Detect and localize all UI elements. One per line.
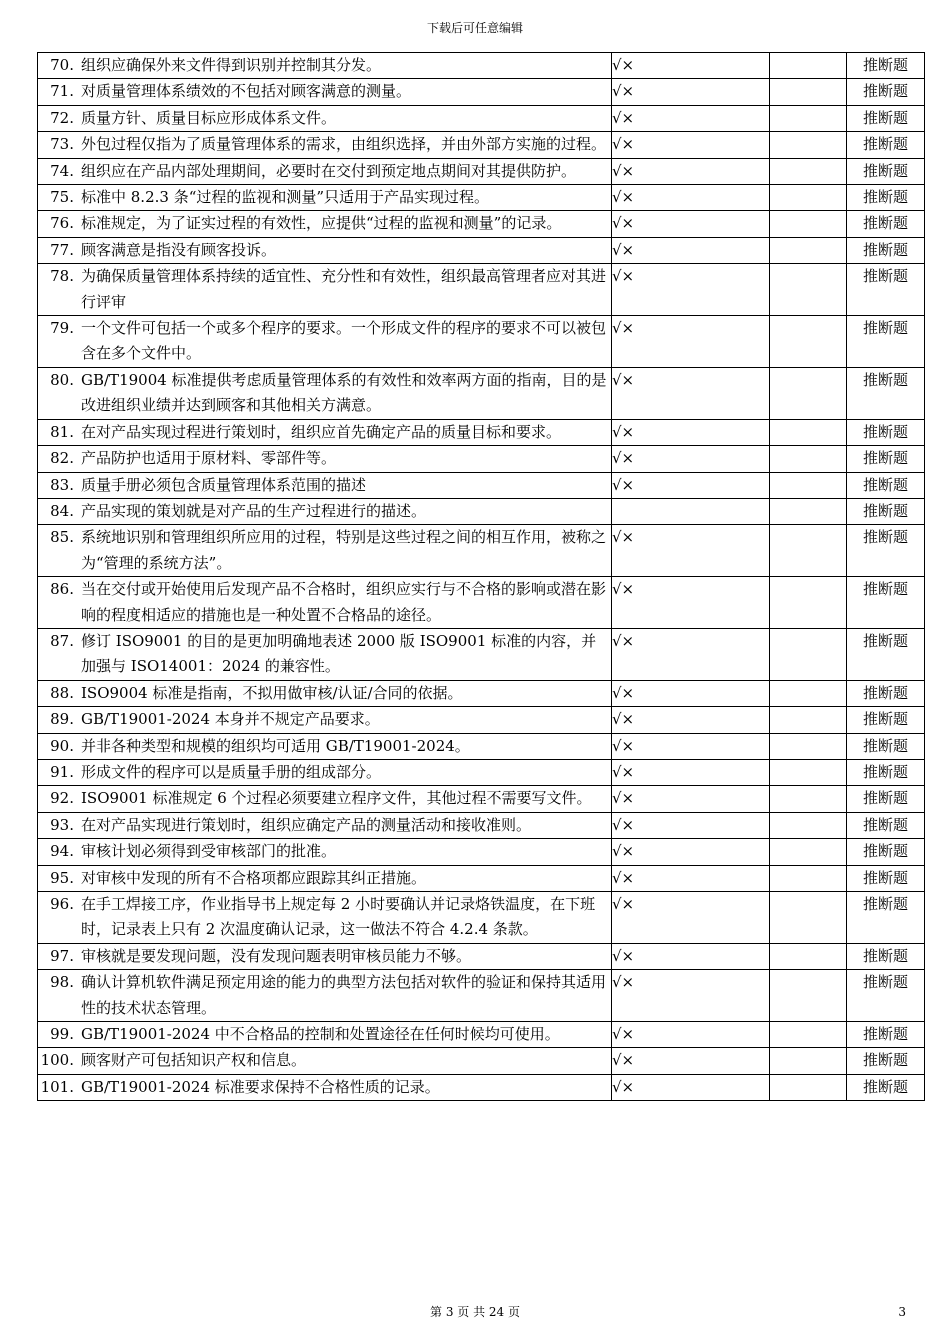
question-text: GB/T19001-2024 标准要求保持不合格性质的记录。	[81, 1077, 440, 1096]
table-row	[38, 79, 925, 105]
question-text: ISO9004 标准是指南，不拟用做审核/认证/合同的依据。	[81, 683, 463, 702]
question-number: 87.	[50, 631, 74, 650]
question-text: ISO9001 标准规定 6 个过程必须要建立程序文件，其他过程不需要写文件。	[81, 789, 592, 808]
question-text: 产品防护也适用于原材料、零部件等。	[81, 449, 337, 468]
table-row	[38, 211, 925, 237]
question-cell	[38, 525, 612, 577]
question-number: 89.	[50, 710, 74, 729]
question-cell	[38, 839, 612, 865]
true-false-options-cell: √×	[612, 680, 770, 706]
table-row	[38, 237, 925, 263]
question-type-cell: 推断题	[847, 132, 925, 158]
question-number: 76.	[50, 214, 74, 233]
question-cell	[38, 79, 612, 105]
question-type-cell: 推断题	[847, 419, 925, 445]
true-false-options-cell: √×	[612, 1074, 770, 1100]
question-number: 99.	[50, 1025, 74, 1044]
true-false-options-cell: √×	[612, 264, 770, 316]
table-row	[38, 132, 925, 158]
question-cell	[38, 498, 612, 524]
question-number: 80.	[50, 370, 74, 389]
table-row	[38, 680, 925, 706]
question-type-cell: 推断题	[847, 733, 925, 759]
true-false-options-cell: √×	[612, 185, 770, 211]
table-row	[38, 498, 925, 524]
answer-cell	[770, 158, 847, 184]
question-type-cell: 推断题	[847, 316, 925, 368]
table-row	[38, 158, 925, 184]
true-false-options-cell: √×	[612, 1022, 770, 1048]
answer-cell	[770, 316, 847, 368]
true-false-options-cell: √×	[612, 211, 770, 237]
question-cell	[38, 1022, 612, 1048]
table-row	[38, 105, 925, 131]
question-type-cell: 推断题	[847, 628, 925, 680]
answer-cell	[770, 812, 847, 838]
question-number: 85.	[50, 528, 74, 547]
question-cell	[38, 105, 612, 131]
answer-cell	[770, 1022, 847, 1048]
question-text: 组织应确保外来文件得到识别并控制其分发。	[81, 56, 382, 74]
table-row	[38, 707, 925, 733]
question-number: 94.	[50, 842, 74, 861]
table-row	[38, 839, 925, 865]
answer-cell	[770, 839, 847, 865]
question-text: 审核就是要发现问题，没有发现问题表明审核员能力不够。	[81, 946, 472, 965]
question-text: 标准规定，为了证实过程的有效性，应提供“过程的监视和测量”的记录。	[81, 214, 562, 233]
question-type-cell: 推断题	[847, 105, 925, 131]
true-false-options-cell: √×	[612, 237, 770, 263]
true-false-options-cell: √×	[612, 158, 770, 184]
answer-cell	[770, 1048, 847, 1074]
table-row	[38, 812, 925, 838]
true-false-options-cell: √×	[612, 786, 770, 812]
question-text: 对审核中发现的所有不合格项都应跟踪其纠正措施。	[81, 868, 427, 887]
true-false-options-cell: √×	[612, 446, 770, 472]
question-text: 为确保质量管理体系持续的适宜性、充分性和有效性，组织最高管理者应对其进行评审	[81, 267, 607, 311]
table-row	[38, 943, 925, 969]
answer-cell	[770, 892, 847, 944]
question-text: GB/T19001-2024 本身并不规定产品要求。	[81, 710, 380, 729]
true-false-options-cell: √×	[612, 577, 770, 629]
answer-cell	[770, 525, 847, 577]
true-false-options-cell: √×	[612, 759, 770, 785]
question-text: 产品实现的策划就是对产品的生产过程进行的描述。	[81, 501, 427, 520]
table-row	[38, 1048, 925, 1074]
question-number: 77.	[50, 240, 74, 259]
table-row	[38, 525, 925, 577]
question-number: 91.	[50, 762, 74, 781]
question-cell	[38, 707, 612, 733]
question-cell	[38, 185, 612, 211]
question-number: 101.	[40, 1077, 74, 1096]
question-text: GB/T19001-2024 中不合格品的控制和处置途径在任何时候均可使用。	[81, 1025, 560, 1044]
question-cell	[38, 680, 612, 706]
true-false-options-cell: √×	[612, 628, 770, 680]
question-cell	[38, 419, 612, 445]
question-cell	[38, 577, 612, 629]
question-cell	[38, 158, 612, 184]
question-text: 修订 ISO9001 的目的是更加明确地表述 2000 版 ISO9001 标准的内容，并加强与 ISO14001：2024 的兼容性。	[81, 631, 597, 676]
true-false-options-cell	[612, 498, 770, 524]
table-row	[38, 316, 925, 368]
question-text: 确认计算机软件满足预定用途的能力的典型方法包括对软件的验证和保持其适用性的技术状态管理。	[81, 973, 607, 1017]
question-type-cell: 推断题	[847, 525, 925, 577]
question-text: 在对产品实现过程进行策划时，组织应首先确定产品的质量目标和要求。	[81, 422, 562, 441]
question-cell	[38, 1074, 612, 1100]
answer-cell	[770, 211, 847, 237]
question-type-cell: 推断题	[847, 865, 925, 891]
answer-cell	[770, 419, 847, 445]
true-false-options-cell: √×	[612, 839, 770, 865]
answer-cell	[770, 970, 847, 1022]
question-text: 标准中 8.2.3 条“过程的监视和测量”只适用于产品实现过程。	[81, 188, 490, 207]
question-cell	[38, 53, 612, 79]
question-type-cell: 推断题	[847, 943, 925, 969]
question-number: 75.	[50, 188, 74, 207]
question-type-cell: 推断题	[847, 472, 925, 498]
page-number: 3	[898, 1305, 906, 1319]
question-cell	[38, 367, 612, 419]
table-row	[38, 472, 925, 498]
question-text: 并非各种类型和规模的组织均可适用 GB/T19001-2024。	[81, 736, 470, 755]
question-cell	[38, 211, 612, 237]
table-row	[38, 264, 925, 316]
answer-cell	[770, 237, 847, 263]
question-cell	[38, 733, 612, 759]
question-table	[37, 52, 925, 1101]
answer-cell	[770, 472, 847, 498]
answer-cell	[770, 105, 847, 131]
question-number: 79.	[50, 319, 74, 338]
true-false-options-cell: √×	[612, 812, 770, 838]
question-type-cell: 推断题	[847, 1074, 925, 1100]
answer-cell	[770, 1074, 847, 1100]
table-row	[38, 733, 925, 759]
true-false-options-cell: √×	[612, 733, 770, 759]
question-number: 71.	[50, 82, 74, 101]
question-type-cell: 推断题	[847, 970, 925, 1022]
question-text: 外包过程仅指为了质量管理体系的需求，由组织选择，并由外部方实施的过程。	[81, 135, 607, 154]
question-type-cell: 推断题	[847, 892, 925, 944]
question-number: 84.	[50, 501, 74, 520]
question-cell	[38, 472, 612, 498]
answer-cell	[770, 707, 847, 733]
table-row	[38, 970, 925, 1022]
question-type-cell: 推断题	[847, 680, 925, 706]
table-row	[38, 892, 925, 944]
question-number: 81.	[50, 422, 74, 441]
question-type-cell: 推断题	[847, 367, 925, 419]
answer-cell	[770, 446, 847, 472]
true-false-options-cell: √×	[612, 892, 770, 944]
table-row	[38, 419, 925, 445]
question-type-cell: 推断题	[847, 79, 925, 105]
table-row	[38, 759, 925, 785]
question-cell	[38, 759, 612, 785]
true-false-options-cell: √×	[612, 316, 770, 368]
question-number: 70.	[50, 56, 74, 74]
question-cell	[38, 970, 612, 1022]
question-type-cell: 推断题	[847, 786, 925, 812]
question-type-cell: 推断题	[847, 759, 925, 785]
question-type-cell: 推断题	[847, 1048, 925, 1074]
table-row	[38, 446, 925, 472]
question-number: 97.	[50, 946, 74, 965]
answer-cell	[770, 367, 847, 419]
question-type-cell: 推断题	[847, 812, 925, 838]
question-type-cell: 推断题	[847, 264, 925, 316]
question-number: 88.	[50, 683, 74, 702]
question-number: 98.	[50, 973, 74, 992]
true-false-options-cell: √×	[612, 943, 770, 969]
true-false-options-cell: √×	[612, 132, 770, 158]
question-cell	[38, 237, 612, 263]
question-text: 在手工焊接工序，作业指导书上规定每 2 小时要确认并记录烙铁温度，在下班时，记录表上只有 2 次温度确认记录，这一做法不符合 4.2.4 条款。	[81, 895, 596, 939]
question-number: 73.	[50, 135, 74, 154]
true-false-options-cell: √×	[612, 367, 770, 419]
question-number: 78.	[50, 267, 74, 286]
table-row	[38, 185, 925, 211]
table-row	[38, 53, 925, 79]
answer-cell	[770, 680, 847, 706]
answer-cell	[770, 577, 847, 629]
question-text: 系统地识别和管理组织所应用的过程，特别是这些过程之间的相互作用，被称之为“管理的系统方法”。	[81, 528, 607, 572]
true-false-options-cell: √×	[612, 53, 770, 79]
table-row	[38, 577, 925, 629]
true-false-options-cell: √×	[612, 525, 770, 577]
table-row	[38, 367, 925, 419]
question-text: 一个文件可包括一个或多个程序的要求。一个形成文件的程序的要求不可以被包含在多个文件中。	[81, 319, 607, 363]
answer-cell	[770, 498, 847, 524]
question-text: 当在交付或开始使用后发现产品不合格时，组织应实行与不合格的影响或潜在影响的程度相适应的措施也是一种处置不合格品的途径。	[81, 580, 607, 624]
answer-cell	[770, 132, 847, 158]
question-type-cell: 推断题	[847, 446, 925, 472]
table-row	[38, 865, 925, 891]
question-number: 100.	[40, 1051, 74, 1070]
true-false-options-cell: √×	[612, 105, 770, 131]
question-type-cell: 推断题	[847, 498, 925, 524]
question-number: 82.	[50, 449, 74, 468]
answer-cell	[770, 865, 847, 891]
true-false-options-cell: √×	[612, 79, 770, 105]
page-footer: 第 3 页 共 24 页	[430, 1305, 520, 1319]
true-false-options-cell: √×	[612, 707, 770, 733]
question-type-cell: 推断题	[847, 707, 925, 733]
answer-cell	[770, 53, 847, 79]
question-number: 92.	[50, 789, 74, 808]
question-type-cell: 推断题	[847, 53, 925, 79]
table-row	[38, 1074, 925, 1100]
question-text: 顾客满意是指没有顾客投诉。	[81, 240, 277, 259]
question-text: 在对产品实现进行策划时，组织应确定产品的测量活动和接收准则。	[81, 815, 532, 834]
true-false-options-cell: √×	[612, 970, 770, 1022]
answer-cell	[770, 943, 847, 969]
question-type-cell: 推断题	[847, 158, 925, 184]
question-text: 形成文件的程序可以是质量手册的组成部分。	[81, 762, 382, 781]
question-cell	[38, 1048, 612, 1074]
question-type-cell: 推断题	[847, 185, 925, 211]
table-row	[38, 786, 925, 812]
question-cell	[38, 892, 612, 944]
question-cell	[38, 865, 612, 891]
question-number: 90.	[50, 736, 74, 755]
answer-cell	[770, 628, 847, 680]
question-type-cell: 推断题	[847, 1022, 925, 1048]
question-text: 对质量管理体系绩效的不包括对顾客满意的测量。	[81, 82, 412, 101]
question-type-cell: 推断题	[847, 577, 925, 629]
answer-cell	[770, 733, 847, 759]
question-text: GB/T19004 标准提供考虑质量管理体系的有效性和效率两方面的指南，目的是改进组织业绩并达到顾客和其他相关方满意。	[81, 370, 607, 415]
question-type-cell: 推断题	[847, 839, 925, 865]
true-false-options-cell: √×	[612, 419, 770, 445]
question-number: 74.	[50, 161, 74, 180]
answer-cell	[770, 264, 847, 316]
question-type-cell: 推断题	[847, 237, 925, 263]
question-text: 质量方针、质量目标应形成体系文件。	[81, 108, 337, 127]
question-text: 质量手册必须包含质量管理体系范围的描述	[81, 475, 367, 494]
question-type-cell: 推断题	[847, 211, 925, 237]
question-cell	[38, 446, 612, 472]
true-false-options-cell: √×	[612, 865, 770, 891]
question-cell	[38, 943, 612, 969]
answer-cell	[770, 185, 847, 211]
question-number: 86.	[50, 580, 74, 599]
question-cell	[38, 264, 612, 316]
question-cell	[38, 132, 612, 158]
question-cell	[38, 628, 612, 680]
question-cell	[38, 812, 612, 838]
true-false-options-cell: √×	[612, 1048, 770, 1074]
question-number: 96.	[50, 895, 74, 913]
question-number: 95.	[50, 868, 74, 887]
question-table-body	[38, 53, 925, 1101]
table-row	[38, 1022, 925, 1048]
question-cell	[38, 316, 612, 368]
answer-cell	[770, 79, 847, 105]
question-text: 审核计划必须得到受审核部门的批准。	[81, 842, 337, 861]
question-number: 83.	[50, 475, 74, 494]
question-number: 72.	[50, 108, 74, 127]
answer-cell	[770, 786, 847, 812]
question-cell	[38, 786, 612, 812]
answer-cell	[770, 759, 847, 785]
question-text: 顾客财产可包括知识产权和信息。	[81, 1051, 307, 1070]
page-header: 下载后可任意编辑	[426, 21, 523, 35]
true-false-options-cell: √×	[612, 472, 770, 498]
question-number: 93.	[50, 815, 74, 834]
question-text: 组织应在产品内部处理期间，必要时在交付到预定地点期间对其提供防护。	[81, 161, 577, 180]
table-row	[38, 628, 925, 680]
